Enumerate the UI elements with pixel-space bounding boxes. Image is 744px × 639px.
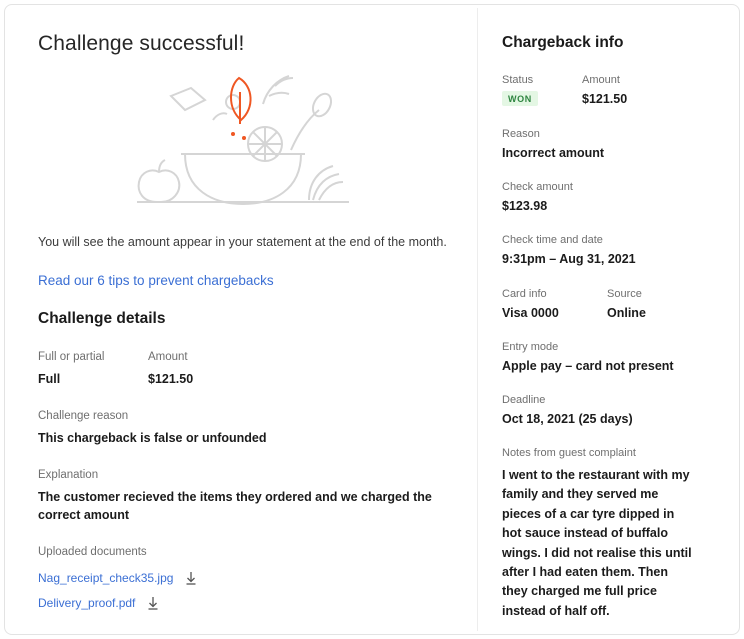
explanation-label: Explanation bbox=[38, 468, 99, 481]
chargeback-info-panel bbox=[478, 8, 736, 631]
documents-list bbox=[38, 571, 448, 610]
reason-value: Incorrect amount bbox=[502, 146, 605, 160]
entry-mode-label: Entry mode bbox=[502, 341, 559, 353]
status-label: Status bbox=[502, 74, 534, 86]
check-amount-value: $123.98 bbox=[502, 199, 548, 213]
entry-mode-field bbox=[502, 341, 712, 373]
card-info-field bbox=[502, 288, 607, 320]
check-time-field bbox=[502, 234, 712, 266]
download-icon[interactable] bbox=[185, 571, 197, 585]
status-badge: WON bbox=[502, 91, 538, 106]
reason-label: Reason bbox=[502, 128, 540, 140]
guest-complaint-notes bbox=[502, 447, 712, 621]
check-amount-field bbox=[502, 181, 712, 213]
document-link[interactable]: Delivery_proof.pdf bbox=[38, 596, 136, 611]
card-info-label: Card info bbox=[502, 288, 547, 300]
amount-label: Amount bbox=[582, 74, 620, 86]
full-or-partial-value: Full bbox=[38, 371, 61, 386]
list-item bbox=[38, 571, 448, 585]
check-amount-label: Check amount bbox=[502, 181, 573, 193]
challenge-amount-value: $121.50 bbox=[148, 371, 194, 386]
notes-value: I went to the restaurant with my family and they served me pieces of a car tyre dipped in hot sauce instead of buffalo wings. I did not realise this until after I had eaten them. Then they charged me full price instead of half off. bbox=[502, 468, 692, 618]
challenge-details-heading: Challenge details bbox=[38, 309, 166, 327]
notes-label: Notes from guest complaint bbox=[502, 447, 636, 459]
source-label: Source bbox=[607, 288, 642, 300]
download-icon[interactable] bbox=[147, 596, 159, 610]
page-title: Challenge successful! bbox=[38, 32, 245, 55]
deadline-value: Oct 18, 2021 (25 days) bbox=[502, 412, 633, 426]
amount-field bbox=[582, 74, 627, 107]
status-field bbox=[502, 74, 582, 107]
source-field bbox=[607, 288, 646, 320]
status-amount-row bbox=[502, 74, 712, 107]
challenge-amount-label: Amount bbox=[148, 350, 188, 363]
full-or-partial-label: Full or partial bbox=[38, 350, 105, 363]
check-time-value: 9:31pm – Aug 31, 2021 bbox=[502, 252, 636, 266]
salad-bowl-illustration bbox=[38, 62, 448, 212]
document-link[interactable]: Nag_receipt_check35.jpg bbox=[38, 571, 174, 586]
reason-field bbox=[502, 128, 712, 160]
full-or-partial-row bbox=[38, 349, 448, 388]
deadline-label: Deadline bbox=[502, 394, 546, 406]
entry-mode-value: Apple pay – card not present bbox=[502, 359, 674, 373]
uploaded-documents-label: Uploaded documents bbox=[38, 546, 147, 559]
challenge-amount-field bbox=[148, 349, 193, 388]
challenge-reason-value: This chargeback is false or unfounded bbox=[38, 430, 267, 445]
uploaded-documents-section bbox=[38, 544, 448, 610]
explanation-value: The customer recieved the items they ordered and we charged the correct amount bbox=[38, 490, 432, 523]
card-info-value: Visa 0000 bbox=[502, 306, 559, 320]
chargeback-info-heading: Chargeback info bbox=[502, 34, 624, 51]
card-source-row bbox=[502, 288, 712, 320]
deadline-field bbox=[502, 394, 712, 426]
prevent-chargebacks-link[interactable]: Read our 6 tips to prevent chargebacks bbox=[38, 272, 274, 288]
list-item bbox=[38, 596, 448, 610]
confirmation-text: You will see the amount appear in your statement at the end of the month. bbox=[38, 235, 447, 249]
challenge-reason-label: Challenge reason bbox=[38, 409, 129, 422]
full-or-partial-field bbox=[38, 349, 148, 388]
challenge-details-panel bbox=[8, 8, 478, 631]
source-value: Online bbox=[607, 306, 646, 320]
amount-value: $121.50 bbox=[582, 92, 628, 106]
check-time-label: Check time and date bbox=[502, 234, 603, 246]
explanation-field bbox=[38, 467, 448, 524]
challenge-reason-field bbox=[38, 408, 448, 447]
